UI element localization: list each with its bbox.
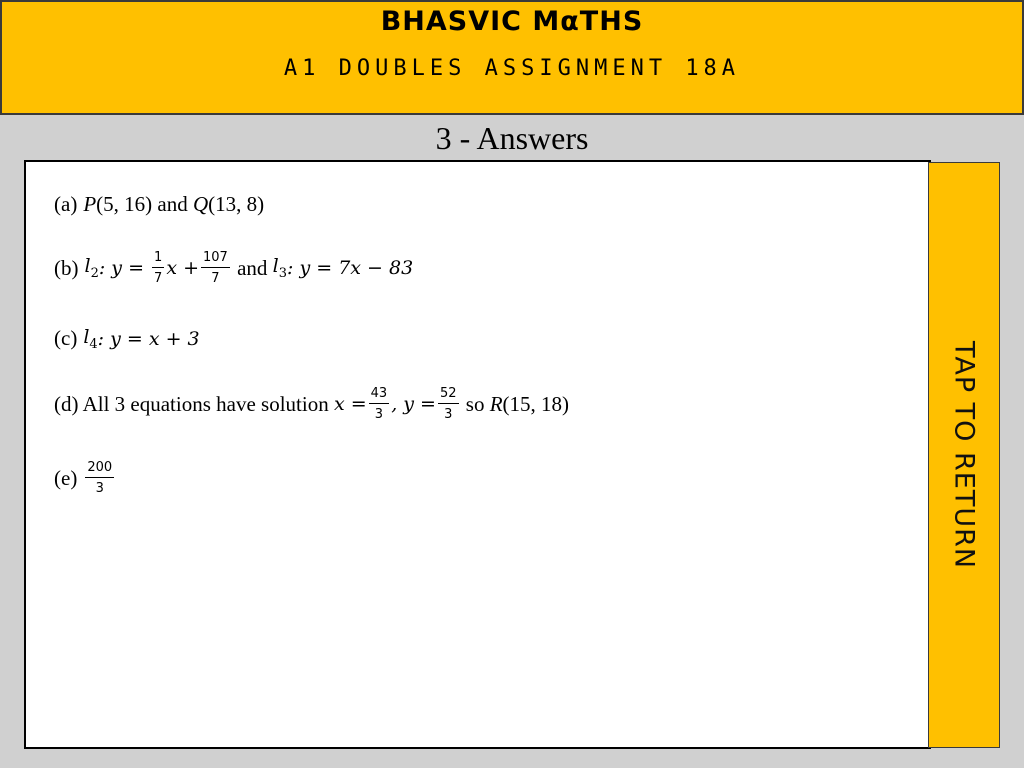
line-l2-sub: 2 — [90, 265, 99, 281]
and-text: and — [152, 192, 193, 216]
so-text: so — [460, 391, 490, 416]
fraction-43-3: $\frac{43}{3}$ — [370, 386, 388, 422]
answer-c-label: (c) — [54, 326, 78, 351]
answer-b — [54, 250, 413, 286]
point-q-coords: (13, 8) — [208, 192, 265, 216]
answer-a — [54, 192, 264, 217]
line-l3-equation: : y = 7x − 83 — [287, 257, 414, 279]
brand-title: BHASVIC MαTHS — [380, 6, 644, 37]
fraction-200-3: $\frac{200}{3}$ — [87, 460, 113, 496]
fraction-107-7: $\frac{107}{7}$ — [203, 250, 228, 286]
line-l3-name: l — [272, 255, 279, 278]
fraction-1-7: $\frac{1}{7}$ — [154, 250, 163, 286]
line-l2-equation: : y = — [98, 257, 151, 279]
return-label: TAP TO RETURN — [948, 340, 980, 570]
answer-d — [54, 386, 569, 422]
x-equals: x = — [333, 393, 367, 415]
point-r-letter: R — [489, 391, 503, 416]
answer-e — [54, 460, 116, 496]
line-l3-sub: 3 — [278, 265, 288, 281]
point-p-letter: P — [83, 192, 97, 216]
answer-a-label: (a) — [54, 192, 78, 216]
line-l4-sub: 4 — [89, 336, 98, 352]
point-q-letter: Q — [192, 192, 209, 216]
answer-e-label: (e) — [54, 465, 78, 490]
line-l4-equation: : y = x + 3 — [97, 327, 200, 350]
header-banner — [0, 0, 1024, 115]
fraction-52-3: $\frac{52}{3}$ — [439, 386, 457, 422]
line-l2-name: l — [84, 255, 91, 278]
x-plus: x + — [166, 257, 200, 279]
page-title: 3 - Answers — [435, 120, 589, 156]
answer-b-label: (b) — [54, 255, 79, 280]
assignment-title: A1 DOUBLES ASSIGNMENT 18A — [283, 56, 741, 81]
answer-d-label: (d) All 3 equations have solution — [54, 391, 334, 416]
answers-panel — [24, 160, 931, 749]
answer-c — [54, 326, 200, 352]
line-l4-name: l — [83, 326, 90, 348]
point-p-coords: (5, 16) — [96, 192, 153, 216]
point-r-coords: (15, 18) — [502, 391, 570, 416]
tap-to-return-button[interactable] — [928, 162, 1000, 748]
and-text: and — [231, 255, 273, 280]
y-equals: , y = — [391, 393, 436, 415]
